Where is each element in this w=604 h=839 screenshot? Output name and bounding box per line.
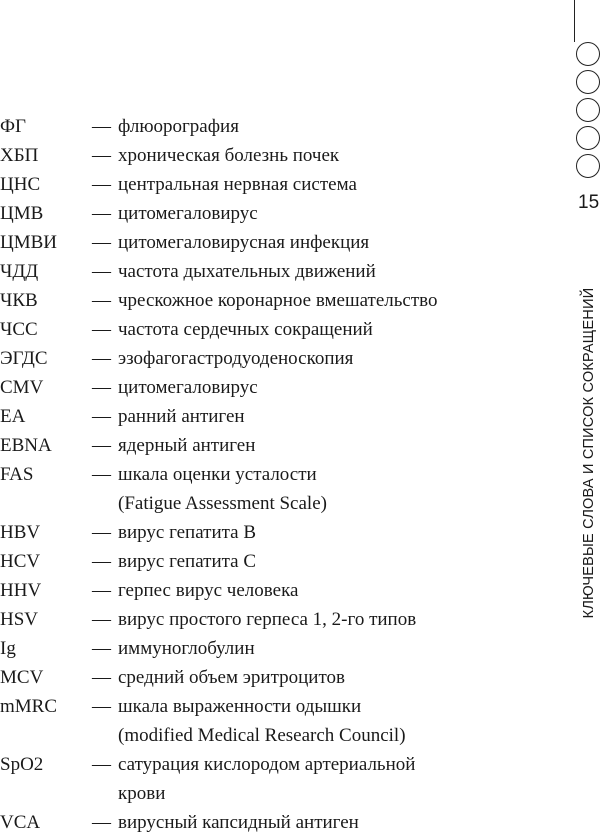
abbreviation-row [0, 228, 545, 257]
abbreviation-term: ЦНС [0, 174, 41, 195]
abbreviation-definition [118, 402, 545, 431]
abbreviation-row [0, 141, 545, 170]
dash-separator: — [92, 754, 111, 775]
dash-separator: — [92, 609, 111, 630]
definition-line: частота сердечных сокращений [118, 319, 373, 340]
abbreviation-term: ЭГДС [0, 348, 48, 369]
abbreviation-term: ЧДД [0, 261, 39, 282]
circle-ornament [576, 42, 600, 66]
abbreviation-term: ЧКВ [0, 290, 38, 311]
definition-line: герпес вирус человека [118, 580, 299, 601]
definition-line: шкала оценки усталости [118, 464, 317, 485]
definition-line: крови [118, 783, 166, 804]
abbreviation-definition [118, 170, 545, 199]
abbreviation-definition [118, 141, 545, 170]
abbreviation-term: Ig [0, 638, 16, 659]
abbreviation-row [0, 460, 545, 518]
decorative-circles [574, 42, 604, 182]
abbreviation-row [0, 286, 545, 315]
definition-line: частота дыхательных движений [118, 261, 376, 282]
abbreviation-definition [118, 576, 545, 605]
dash-separator: — [92, 522, 111, 543]
definition-line: эзофагогастродуоденоскопия [118, 348, 354, 369]
dash-separator: — [92, 203, 111, 224]
abbreviation-definition [118, 286, 545, 315]
page-number: 15 [578, 192, 600, 213]
abbreviation-row [0, 663, 545, 692]
abbreviation-term: ЦМВИ [0, 232, 58, 253]
dash-separator: — [92, 812, 111, 833]
abbreviation-term: ЦМВ [0, 203, 44, 224]
definition-line: ядерный антиген [118, 435, 256, 456]
abbreviation-definition [118, 373, 545, 402]
abbreviation-definition [118, 547, 545, 576]
definition-line: (modified Medical Research Council) [118, 725, 406, 746]
dash-separator: — [92, 319, 111, 340]
definition-line: хроническая болезнь почек [118, 145, 340, 166]
abbreviation-term: MCV [0, 667, 44, 688]
abbreviation-term: VCA [0, 812, 41, 833]
definition-line: цитомегаловирус [118, 203, 258, 224]
abbreviation-definition [118, 634, 545, 663]
dash-separator: — [92, 261, 111, 282]
abbreviation-row [0, 257, 545, 286]
abbreviation-definition [118, 692, 545, 750]
dash-separator: — [92, 377, 111, 398]
abbreviation-row [0, 808, 545, 837]
abbreviation-definition [118, 344, 545, 373]
abbreviation-row [0, 605, 545, 634]
definition-line: центральная нервная система [118, 174, 357, 195]
abbreviation-row [0, 112, 545, 141]
abbreviation-row [0, 692, 545, 750]
definition-line: вирусный капсидный антиген [118, 812, 359, 833]
abbreviation-term: SpO2 [0, 754, 44, 775]
definition-line: вирус гепатита В [118, 522, 257, 543]
dash-separator: — [92, 116, 111, 137]
dash-separator: — [92, 174, 111, 195]
dash-separator: — [92, 667, 111, 688]
abbreviation-list [0, 112, 545, 837]
definition-line: флюорография [118, 116, 239, 137]
running-head-text: КЛЮЧЕВЫЕ СЛОВА И СПИСОК СОКРАЩЕНИЙ [581, 287, 597, 619]
abbreviation-row [0, 518, 545, 547]
dash-separator: — [92, 638, 111, 659]
abbreviation-term: EBNA [0, 435, 52, 456]
abbreviation-term: HSV [0, 609, 39, 630]
circle-ornament [576, 154, 600, 178]
circle-ornament [576, 126, 600, 150]
abbreviation-row [0, 373, 545, 402]
margin-rule [574, 0, 575, 42]
definition-line: цитомегаловирус [118, 377, 258, 398]
definition-line: шкала выраженности одышки [118, 696, 362, 717]
abbreviation-row [0, 199, 545, 228]
abbreviation-definition [118, 257, 545, 286]
abbreviation-definition [118, 750, 545, 808]
abbreviation-row [0, 315, 545, 344]
abbreviation-term: ХБП [0, 145, 39, 166]
dash-separator: — [92, 435, 111, 456]
dash-separator: — [92, 406, 111, 427]
definition-line: чрескожное коронарное вмешательство [118, 290, 438, 311]
abbreviation-term: CMV [0, 377, 44, 398]
definition-line: вирус простого герпеса 1, 2-го типов [118, 609, 417, 630]
abbreviation-term: EA [0, 406, 26, 427]
abbreviation-definition [118, 199, 545, 228]
dash-separator: — [92, 551, 111, 572]
dash-separator: — [92, 696, 111, 717]
abbreviation-definition [118, 460, 545, 518]
abbreviation-term: FAS [0, 464, 34, 485]
definition-line: (Fatigue Assessment Scale) [118, 493, 327, 514]
abbreviation-term: ФГ [0, 116, 26, 137]
definition-line: сатурация кислородом артериальной [118, 754, 416, 775]
abbreviation-term: HBV [0, 522, 41, 543]
dash-separator: — [92, 464, 111, 485]
dash-separator: — [92, 348, 111, 369]
abbreviation-row [0, 344, 545, 373]
abbreviation-definition [118, 315, 545, 344]
abbreviation-definition [118, 112, 545, 141]
definition-line: вирус гепатита С [118, 551, 257, 572]
dash-separator: — [92, 145, 111, 166]
circle-ornament [576, 98, 600, 122]
abbreviation-term: ЧСС [0, 319, 38, 340]
abbreviation-definition [118, 605, 545, 634]
abbreviation-term: HCV [0, 551, 41, 572]
dash-separator: — [92, 580, 111, 601]
abbreviation-term: mMRC [0, 696, 58, 717]
circle-ornament [576, 70, 600, 94]
abbreviation-row [0, 402, 545, 431]
abbreviation-definition [118, 228, 545, 257]
abbreviation-definition [118, 808, 545, 837]
definition-line: иммуноглобулин [118, 638, 255, 659]
abbreviation-row [0, 576, 545, 605]
abbreviation-definition [118, 518, 545, 547]
dash-separator: — [92, 232, 111, 253]
abbreviation-row [0, 634, 545, 663]
abbreviation-definition [118, 431, 545, 460]
definition-line: цитомегаловирусная инфекция [118, 232, 370, 253]
abbreviation-row [0, 547, 545, 576]
dash-separator: — [92, 290, 111, 311]
definition-line: средний объем эритроцитов [118, 667, 345, 688]
abbreviation-row [0, 170, 545, 199]
abbreviation-row [0, 750, 545, 808]
definition-line: ранний антиген [118, 406, 245, 427]
abbreviation-term: HHV [0, 580, 42, 601]
abbreviation-definition [118, 663, 545, 692]
abbreviation-row [0, 431, 545, 460]
